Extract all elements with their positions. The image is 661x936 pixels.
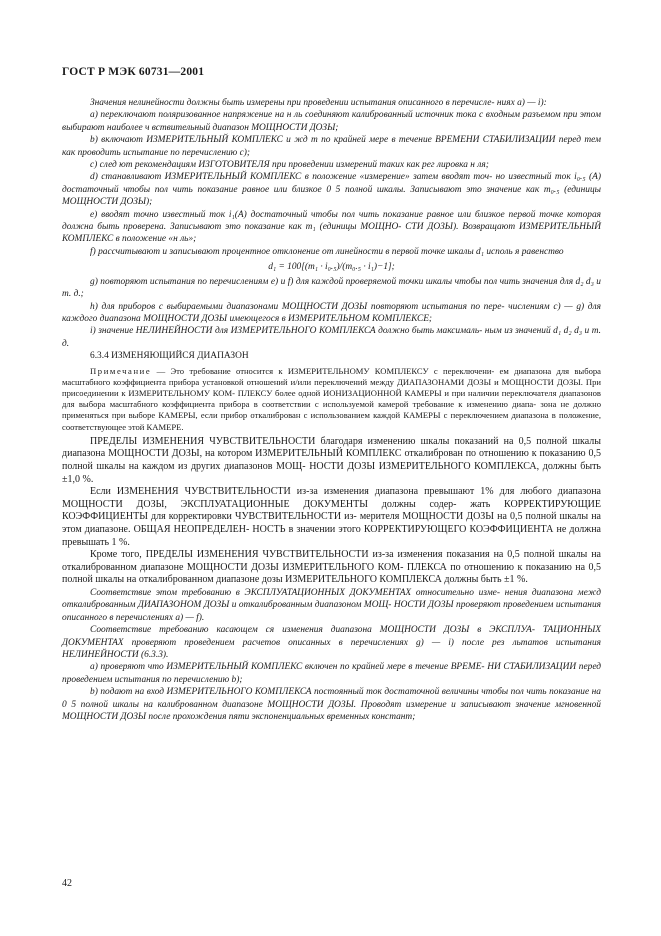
nonlinearity-formula: d₁ = 100[(m₁ · i₀.₅)/(m₀.₅ · i₁)−1];	[268, 262, 395, 273]
section-heading: 6.3.4 ИЗМЕНЯЮЩИЙСЯ ДИАПАЗОН	[90, 351, 249, 362]
document-body	[62, 97, 601, 723]
paragraph: Кроме того, ПРЕДЕЛЫ ИЗМЕНЕНИЯ ЧУВСТВИТЕЛЬНОСТИ из-за изменения показания на 0,5 полной шкалы на откалиброванном диапазоне МОЩНОСТИ ДОЗЫ ИЗМЕРИТЕЛЬНОГО КОМ- ПЛЕКСА по отношению к показанию на 0,5 полной шкалы на откалиброванном диапазоне дозы ИЗМЕРИТЕЛЬНОГО КОМПЛЕКСА должны быть ±1 %.	[62, 549, 601, 586]
paragraph: Соответствие этом требованию в ЭКСПЛУАТАЦИОННЫХ ДОКУМЕНТАХ относительно изме- нения диапазона межд откалиброванным ДИАПАЗОНОМ ДОЗЫ и откалиброванным диапазоном МОЩ- НОСТИ ДОЗЫ проверяют проведением испытания описанного в перечислениях а) — f).	[62, 587, 601, 623]
list-item-d: d) станавливают ИЗМЕРИТЕЛЬНЫЙ КОМПЛЕКС в положение «измерение» затем вводят точ- но известный ток i₀.₅ (А) достаточный чтобы пол чить показание равное или близкое 0 5 полной шкалы. Записывают это значение как m₀.₅ (единицы МОЩНОСТИ ДОЗЫ);	[62, 172, 601, 208]
note-text: — Это требование относится к ИЗМЕРИТЕЛЬНОМУ КОМПЛЕКСУ с переключени- ем диапазона для выбора масштабного коэффициента прибора установкой отношений и/или переключений между ДИАПАЗОНАМИ ДОЗЫ и МОЩНОСТИ ДОЗЫ. При присоединении к ИЗМЕРИТЕЛЬНОМУ КОМ- ПЛЕКСУ более одной ИОНИЗАЦИОННОЙ КАМЕРЫ и при наличии переключателя диапазонов для выбора масштабного коэффициента прибора в соответствии с используемой камерой требование к изменению диапа- зона не должно применяться при выборе КАМЕРЫ, если прибор откалиброван с использованием каждой КАМЕРЫ с переключением диапазона в положение, соответствующее этой КАМЕРЕ.	[62, 365, 601, 432]
list-item-e: е) вводят точно известный ток i₁(А) достаточный чтобы пол чить показание равное или близкое первой точке которая должна быть проверена. Записывают это показание как m₁ (единицы МОЩНО- СТИ ДОЗЫ). Возвращают ИЗМЕРИТЕЛЬНЫЙ КОМПЛЕКС в положение «н ль»;	[62, 209, 601, 245]
list-item-h: h) для приборов с выбираемыми диапазонами МОЩНОСТИ ДОЗЫ повторяют испытания по пере- числениям с) — g) для каждого диапазона МОЩНОСТИ ДОЗЫ имеющегося в ИЗМЕРИТЕЛЬНОМ КОМПЛЕКСЕ;	[62, 301, 601, 324]
list-item-b: b) подают на вход ИЗМЕРИТЕЛЬНОГО КОМПЛЕКСА постоянный ток достаточной величины чтобы пол чить показание на 0 5 полной шкалы на калиброванном диапазоне МОЩНОСТИ ДОЗЫ. Проводят измерение и записывают значение мгновенной МОЩНОСТИ ДОЗЫ после прохождения пяти экспоненциальных временных констант;	[62, 687, 601, 722]
list-item-c: с) след ют рекомендациям ИЗГОТОВИТЕЛЯ при проведении измерений таких как рег лировка н ля;	[90, 160, 489, 171]
paragraph: Значения нелинейности должны быть измерены при проведении испытания описанного в перечисле- ниях а) — i):	[90, 98, 547, 108]
list-item-b: b) включают ИЗМЕРИТЕЛЬНЫЙ КОМПЛЕКС и жд т по крайней мере в течение ВРЕМЕНИ СТАБИЛИЗАЦИИ перед тем как проводить испытание по перечислению с);	[62, 135, 601, 158]
list-item-a: а) переключают поляризованное напряжение на н ль соединяют калиброванный источник тока с входным разъемом при этом выбирают наиболее ч вствительный диапазон МОЩНОСТИ ДОЗЫ;	[62, 110, 601, 133]
list-item-i: i) значение НЕЛИНЕЙНОСТИ для ИЗМЕРИТЕЛЬНОГО КОМПЛЕКСА должно быть максималь- ным из значений d₁ d₂ d₃ и т. д.	[62, 326, 601, 349]
note-label: Примечание	[90, 365, 152, 376]
list-item-a: а) проверяют что ИЗМЕРИТЕЛЬНЫЙ КОМПЛЕКС включен по крайней мере в течение ВРЕМЕ- НИ СТАБИЛИЗАЦИИ перед проведением испытания по перечислению b);	[62, 662, 601, 685]
paragraph: Если ИЗМЕНЕНИЯ ЧУВСТВИТЕЛЬНОСТИ из-за изменения диапазона превышают 1% для любого диапазона МОЩНОСТИ ДОЗЫ, ЭКСПЛУАТАЦИОННЫЕ ДОКУМЕНТЫ должны содер- жать КОРРЕКТИРУЮЩИЕ КОЭФФИЦИЕНТЫ для корректировки ЧУВСТВИТЕЛЬНОСТИ из- мерителя МОЩНОСТИ ДОЗЫ на 0,5 полной шкалы на этом диапазоне. ОБЩАЯ НЕОПРЕДЕЛЕН- НОСТЬ в значении этого КОРРЕКТИРУЮЩЕГО КОЭФФИЦИЕНТА не должна превышать 1 %.	[62, 486, 601, 548]
page-number: 42	[62, 878, 72, 889]
list-item-g: g) повторяют испытания по перечислениям е) и f) для каждой проверяемой точки шкалы чтобы пол чить значения для d₂ d₃ и т. д.;	[62, 276, 601, 300]
paragraph: Соответствие требованию касающем ся изменения диапазона МОЩНОСТИ ДОЗЫ в ЭКСПЛУА- ТАЦИОННЫХ ДОКУМЕНТАХ проверяют проведением расчетов описанных в перечислениях g) — i) после рез льтатов испытания НЕЛИНЕЙНОСТИ (6.3.3).	[62, 625, 601, 660]
standard-header: ГОСТ Р МЭК 60731—2001	[62, 66, 205, 78]
note-paragraph	[62, 366, 601, 433]
paragraph: ПРЕДЕЛЫ ИЗМЕНЕНИЯ ЧУВСТВИТЕЛЬНОСТИ благодаря изменению шкалы показаний на 0,5 полной шкалы диапазона МОЩНОСТИ ДОЗЫ, на котором ИЗМЕРИТЕЛЬНЫЙ КОМПЛЕКС откалиброван по отношению к показанию 0,5 полной шкалы на каждом из других диапазонов МОЩ- НОСТИ ДОЗЫ ИЗМЕРИТЕЛЬНОГО КОМПЛЕКСА, должны быть ±1,0 %.	[62, 435, 601, 485]
list-item-f: f) рассчитывают и записывают процентное отклонение от линейности в первой точке шкалы d₁ исполь я равенство	[90, 246, 564, 257]
